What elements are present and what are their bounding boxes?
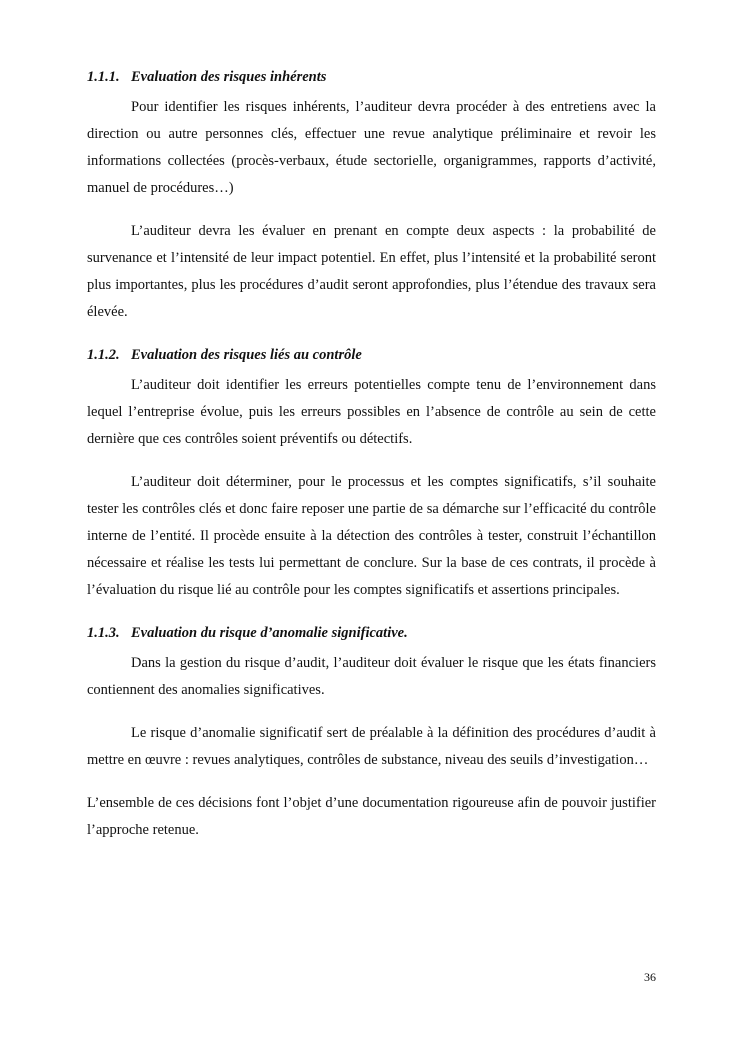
section-1-1-3 <box>87 620 656 774</box>
paragraph: Dans la gestion du risque d’audit, l’auditeur doit évaluer le risque que les états financiers contiennent des anomalies significatives. <box>87 655 656 698</box>
document-page <box>87 64 656 860</box>
closing-paragraph: L’ensemble de ces décisions font l’objet d’une documentation rigoureuse afin de pouvoir justifier l’approche retenue. <box>87 795 656 838</box>
page-number: 36 <box>644 970 656 984</box>
section-title: Evaluation des risques liés au contrôle <box>131 347 362 363</box>
paragraph: Le risque d’anomalie significatif sert de préalable à la définition des procédures d’audit à mettre en œuvre : revues analytiques, contrôles de substance, niveau des seuils d’investigation… <box>87 725 656 768</box>
section-heading <box>87 64 656 90</box>
section-1-1-2 <box>87 342 656 604</box>
section-heading <box>87 620 656 646</box>
section-title: Evaluation du risque d’anomalie significative. <box>131 625 408 641</box>
paragraph: L’auditeur devra les évaluer en prenant en compte deux aspects : la probabilité de survenance et l’intensité de leur impact potentiel. En effet, plus l’intensité et la probabilité seront plus importantes, plus les procédures d’audit seront approfondies, plus l’étendue des travaux sera élevée. <box>87 223 656 320</box>
section-number: 1.1.3. <box>87 625 120 641</box>
section-number: 1.1.1. <box>87 69 120 85</box>
paragraph: L’auditeur doit déterminer, pour le processus et les comptes significatifs, s’il souhaite tester les contrôles clés et donc faire reposer une partie de sa démarche sur l’efficacité du contrôle interne de l’entité. Il procède ensuite à la détection des contrôles à tester, construit l’échantillon nécessaire et réalise les tests lui permettant de conclure. Sur la base de ces contrats, il procède à l’évaluation du risque lié au contrôle pour les comptes significatifs et assertions principales. <box>87 474 656 598</box>
section-heading <box>87 342 656 368</box>
section-number: 1.1.2. <box>87 347 120 363</box>
paragraph: Pour identifier les risques inhérents, l’auditeur devra procéder à des entretiens avec la direction ou autre personnes clés, effectuer une revue analytique préliminaire et revoir les informations collectées (procès-verbaux, étude sectorielle, organigrammes, rapports d’activité, manuel de procédures…) <box>87 99 656 196</box>
section-title: Evaluation des risques inhérents <box>131 69 327 85</box>
paragraph: L’auditeur doit identifier les erreurs potentielles compte tenu de l’environnement dans lequel l’entreprise évolue, puis les erreurs possibles en l’absence de contrôle au sein de cette dernière que ces contrôles soient préventifs ou détectifs. <box>87 377 656 447</box>
section-1-1-1 <box>87 64 656 326</box>
